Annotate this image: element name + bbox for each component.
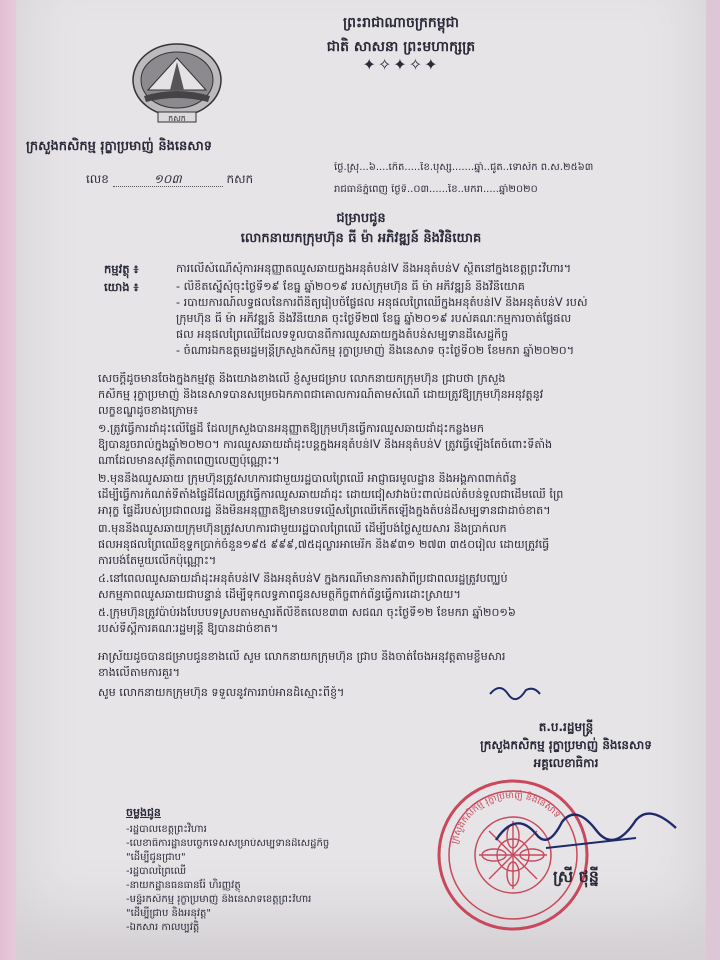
recipient-heading: ជម្រាបជូន (336, 211, 386, 226)
reference-item: ក្រុមហ៊ុន ធី ម៉ា អភិវឌ្ឍន៍ និងវិនិយោគ ចុះថ្ងៃទី២៧ ខែធ្នូ ឆ្នាំ២០១៩ របស់គណៈកម្មការចាត់ផ្លែផល (176, 312, 572, 325)
cc-item: -ឯកសារ កាលប្បវត្តិ (126, 922, 200, 933)
body-line: ដើម្បីធ្វើការកំណត់ទីតាំងផ្ទៃដីដែលត្រូវធ្វើការឈូសឆាយដាំដុះ ដោយជៀសវាងប៉ះពាល់ដល់តំបន់ទួលជាដើមឈើ ព្រៃ (98, 488, 564, 501)
cc-item: "ដើម្បីជូនជ្រាប" (126, 852, 186, 863)
body-line: ១.ត្រូវធ្វើការដាំដុះលើផ្ទៃដី ដែលក្រសួងបានអនុញ្ញាតឱ្យក្រុមហ៊ុនធ្វើការឈូសឆាយដាំដុះកន្លងមក (98, 422, 484, 435)
body-line: ឱ្យបានរួចរាល់ក្នុងឆ្នាំ២០២០។ ការឈូសឆាយដាំដុះបន្តក្នុងអនុតំបន់IV និងអនុតំបន់V ត្រូវធ្វើឡើងតែចំពោះទីតាំង (98, 438, 553, 451)
cc-heading: ចម្លងជូន (126, 806, 161, 819)
motto-ornament: ✦✧✦✧✦ (362, 55, 440, 74)
cc-item: -មន្ទីរកសិកម្ម រុក្ខាប្រមាញ់ និងនេសាទខេត្តព្រះវិហារ (126, 894, 312, 905)
lunar-date: ថ្ងៃ.សុ្រ...៦....កើត.....ខែ.បុស្ស.......ឆ្នាំ..ជូត..ទោស័ក ព.ស.២៥៦៣ (334, 162, 594, 173)
reference-number (86, 172, 253, 187)
reference-item: - របាយការណ៍លទ្ធផលនៃការពិនិត្យរៀបចំផ្លែផល អនុផលព្រៃឈើក្នុងអនុតំបន់IV និងអនុតំបន់V របស់ (176, 296, 588, 309)
signatory-title: អគ្គលេខាធិការ (533, 756, 599, 770)
signatory-ministry: ក្រសួងកសិកម្ម រុក្ខាប្រមាញ់ និងនេសាទ (480, 738, 652, 752)
reference-item: ផល អនុផលព្រៃឈើដែលទទួលបានពីការឈូសឆាយក្នុងតំបន់សម្បទានដីសេដ្ឋកិច្ច (176, 328, 509, 341)
cc-item: "ដើម្បីជ្រាប និងអនុវត្ត" (126, 908, 211, 919)
document-page (16, 0, 706, 960)
body-line: ៤.នៅពេលឈូសឆាយដាំដុះអនុតំបន់IV និងអនុតំបន់V ក្នុងករណីមានការតវ៉ាពីប្រជាពលរដ្ឋត្រូវបញ្ឈប់ (98, 572, 508, 585)
body-line: ណាដែលមានសុវត្ថិភាពពេញលេញប៉ុណ្ណោះ។ (98, 454, 280, 467)
reference-item: - ចំណារឯកឧត្តមរដ្ឋមន្ត្រីក្រសួងកសិកម្ម រុក្ខាប្រមាញ់ និងនេសាទ ចុះថ្ងៃទី០២ ខែមករា ឆ្នាំ២០២០។ (176, 344, 575, 357)
reference-item: - លិខិតស្នើសុំចុះថ្ងៃទី១៩ ខែធ្នូ ឆ្នាំ២០១៩ របស់ក្រុមហ៊ុន ធី ម៉ា អភិវឌ្ឍន៍ និងវិនិយោគ (176, 280, 525, 293)
cc-item: -រដ្ឋបាលព្រៃឈើ (126, 866, 187, 877)
body-line: ៥.ក្រុមហ៊ុនត្រូវប៉ាប់រងបែបបទស្របតាមស្មារតីលិខិតលេខ៣៣ សជណ ចុះថ្ងៃទី១២ ខែមករា ឆ្នាំ២០១៦ (98, 606, 516, 619)
body-line: កសិកម្ម រុក្ខាប្រមាញ់ និងនេសាទបានសម្រេចឯកភាពជាគោលការណ៍តាមសំណើ ដោយត្រូវឱ្យក្រុមហ៊ុនអនុវត្តនូវ (98, 388, 544, 401)
ministry-emblem (128, 40, 226, 128)
subject-text: ការលើសំណើសុំការអនុញ្ញាតឈូសឆាយក្នុងអនុតំបន់IV និងអនុតំបន់V ស្ថិតនៅក្នុងខេត្តព្រះវិហារ។ (176, 262, 572, 275)
subject-label: កម្មវត្ថុ ៖ (104, 262, 139, 276)
body-line: សេចក្តីដូចមានចែងក្នុងកម្មវត្ថុ និងយោងខាងលើ ខ្ញុំសូមជម្រាប លោកនាយកក្រុមហ៊ុន ជ្រាបថា ក្រសួង (98, 372, 506, 385)
initials-mark (486, 680, 546, 704)
body-line: ការបង់តែមួយលើកប៉ុណ្ណោះ។ (98, 554, 217, 567)
closing-line: អាស្រ័យដូចបានជម្រាបជូនខាងលើ សូម លោកនាយកក្រុមហ៊ុន ជ្រាប និងចាត់ចែងអនុវត្តតាមខ្លឹមសារ (98, 650, 506, 663)
on-behalf-label: ត.ប.រដ្ឋមន្ត្រី (538, 720, 594, 734)
cc-item: -លេខាធិការដ្ឋានបច្ចេកទេសសម្រាប់សម្បទានដីសេដ្ឋកិច្ច (126, 838, 330, 849)
body-line: សកម្មភាពឈូសឆាយជាបន្ទាន់ ដើម្បីទុកលទ្ធភាពជូនសមត្ថកិច្ចពាក់ព័ន្ធធ្វើការដោះស្រាយ។ (98, 588, 461, 601)
recipient-name: លោកនាយកក្រុមហ៊ុន ធី ម៉ា អភិវឌ្ឍន៍ និងវិនិយោគ (240, 231, 482, 246)
body-line: ផលអនុផលព្រៃឈើខុទ្ទកប្រាក់ចំនួន១៩៥ ៩៩៩,៧៥ដុល្លារអាមេរិក និង៩៣១ ២៧៣ ៣៥០រៀល ដោយត្រូវធ្វើ (98, 538, 550, 551)
body-line: អារុក្ខ ផ្ទៃដីរបស់ប្រជាពលរដ្ឋ និងមិនអនុញ្ញាតឱ្យមានបទល្មើសព្រៃឈើកើតឡើងក្នុងតំបន់ដីសម្បទានជាដាច់ខាត។ (98, 504, 551, 517)
body-line: ២.មុននឹងឈូសឆាយ ក្រុមហ៊ុនត្រូវសហការជាមួយរដ្ឋបាលព្រៃឈើ អាជ្ញាធរមូលដ្ឋាន និងអង្គភាពពាក់ព័ន្ធ (98, 472, 517, 485)
body-line: លក្ខខណ្ឌដូចខាងក្រោម៖ (98, 404, 199, 417)
ministry-name: ក្រសួងកសិកម្ម រុក្ខាប្រមាញ់ និងនេសាទ (26, 139, 212, 154)
closing-line: សូម លោកនាយកក្រុមហ៊ុន ទទួលនូវការរាប់អានដ៏ស្មោះពីខ្ញុំ។ (98, 686, 345, 699)
national-motto: ជាតិ សាសនា ព្រះមហាក្សត្រ (326, 39, 476, 55)
ref-number-value: ១០៣ (113, 172, 223, 187)
place-date: រាជធានីភ្នំពេញ ថ្ងៃទី..០៣......ខែ..មករា.....ឆ្នាំ២០២០ (334, 184, 538, 195)
seal-text: ក្រសួងកសិកម្ម រុក្ខាប្រមាញ់ និងនេសាទ (450, 790, 562, 846)
body-line: ៣.មុននឹងឈូសឆាយក្រុមហ៊ុនត្រូវសហការជាមួយរដ្ឋបាលព្រៃឈើ ដើម្បីបង់ថ្លៃសួយសារ និងប្រាក់លក (98, 522, 507, 535)
ref-label: លេខ (86, 172, 109, 186)
handwritten-signature (486, 800, 686, 860)
kingdom-heading: ព្រះរាជាណាចក្រកម្ពុជា (342, 15, 459, 31)
reference-label: យោង ៖ (104, 280, 139, 294)
cc-item: -រដ្ឋបាលខេត្តព្រះវិហារ (126, 824, 207, 835)
body-line: របស់ទីស្តីការគណៈរដ្ឋមន្ត្រី ឱ្យបានដាច់ខាត។ (98, 622, 279, 635)
emblem-text: កសក (168, 114, 186, 123)
ref-suffix: កសក (226, 172, 254, 186)
cc-item: -នាយកដ្ឋានធនធានរ៉ែ ហិរញ្ញវត្ថុ (126, 880, 241, 891)
signatory-name: ស្រី ថុន្នី (553, 867, 599, 886)
closing-line: ខាងលើតាមការគួរ។ (98, 666, 180, 679)
